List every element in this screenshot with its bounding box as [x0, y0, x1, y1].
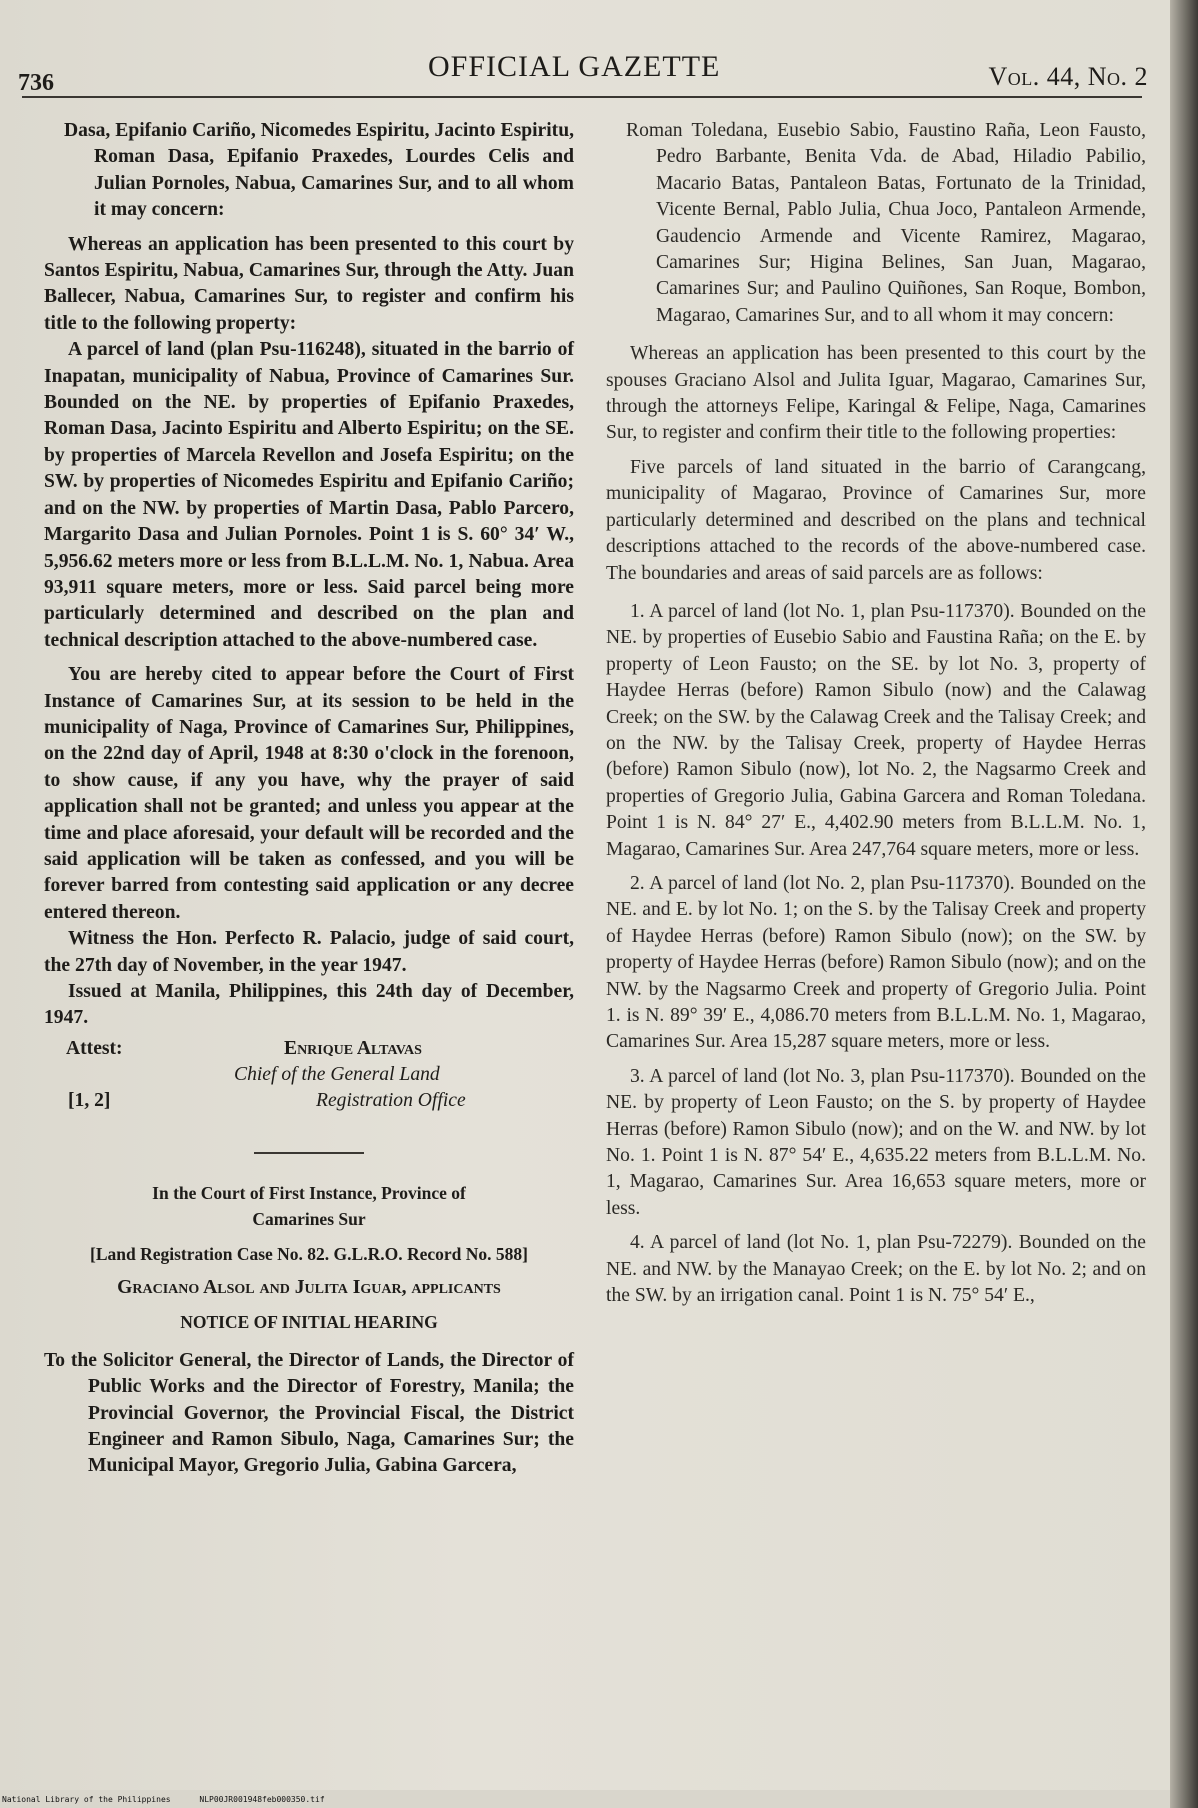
court-heading-line-2: Camarines Sur: [252, 1209, 366, 1230]
addressees-list: Roman Toledana, Eusebio Sabio, Faustino Raña, Leon Fausto, Pedro Barbante, Benita Vda. de Abad, Hiladio Pabilio, Macario Batas, Pantaleon Batas, Fortunato de la Trinidad, Vicente Bernal, Pablo Julia, Chua Joco, Pantaleon Armende, Gaudencio Armende and Vicente Ramirez, Magarao, Camarines Sur; Higina Belines, San Juan, Magarao, Camarines Sur; and Paulino Quiñones, San Roque, Bombon, Magarao, Camarines Sur, and to all whom it may concern:: [626, 120, 1146, 326]
scan-footer: [2, 1795, 349, 1804]
page-binding-edge: [1170, 0, 1198, 1808]
issued-paragraph: Issued at Manila, Philippines, this 24th day of December, 1947.: [44, 981, 574, 1029]
application-paragraph: Whereas an application has been presented to this court by Santos Espiritu, Nabua, Camarines Sur, through the Atty. Juan Ballecer, Nabua, Camarines Sur, to register and confirm his title to the following property:: [44, 233, 574, 334]
parcel-1: 1. A parcel of land (lot No. 1, plan Psu-117370). Bounded on the NE. by properties of Eusebio Sabio and Faustina Raña; on the E. by property of Leon Fausto; on the SE. by lot No. 3, property of Haydee Herras (before) Ramon Sibulo (now) and the Calawag Creek; on the SW. by the Calawag Creek and the Talisay Creek; and on the NW. by the Talisay Creek, property of Haydee Herras (before) Ramon Sibulo (now), lot No. 2, the Nagsarmo Creek and properties of Gregorio Julia, Gabina Garcera and Roman Toledana. Point 1 is N. 84° 27′ E., 4,402.90 meters from B.L.L.M. No. 1, Magarao, Camarines Sur. Area 247,764 square meters, more or less.: [606, 600, 1146, 860]
header-rule: [22, 96, 1142, 98]
signer-name: Enrique Altavas: [284, 1037, 422, 1059]
parcel-4: 4. A parcel of land (lot No. 1, plan Psu-72279). Bounded on the NE. and NW. by the Manayao Creek; on the E. by lot No. 2; and on the SW. by an irrigation canal. Point 1 is N. 75° 54′ E.,: [606, 1232, 1146, 1307]
section-divider: [254, 1152, 364, 1154]
scan-filename: NLP00JR001948feb000350.tif: [199, 1795, 325, 1804]
left-column: [44, 118, 574, 1480]
attest-label: Attest:: [66, 1037, 123, 1059]
gazette-title: OFFICIAL GAZETTE: [428, 50, 721, 83]
application-paragraph-2: Whereas an application has been presented to this court by the spouses Graciano Alsol and Julita Iguar, Magarao, Camarines Sur, through the attorneys Felipe, Karingal & Felipe, Naga, Camarines Sur, to register and confirm their title to the following properties:: [606, 343, 1146, 444]
page-header: [18, 48, 1148, 98]
issue-reference: [1, 2]: [68, 1089, 111, 1111]
notice-address: To the Solicitor General, the Director of Lands, the Director of Public Works and the Director of Forestry, Manila; the Provincial Governor, the Provincial Fiscal, the District Engineer and Ramon Sibulo, Naga, Camarines Sur; the Municipal Mayor, Gregorio Julia, Gabina Garcera,: [44, 1349, 574, 1477]
library-credit: National Library of the Philippines: [2, 1795, 171, 1804]
signer-office: Registration Office: [316, 1089, 466, 1111]
citation-paragraph: You are hereby cited to appear before the Court of First Instance of Camarines Sur, at its session to be held in the municipality of Naga, Province of Camarines Sur, Philippines, on the 22nd day of April, 1948 at 8:30 o'clock in the forenoon, to show cause, if any you have, why the prayer of said application shall not be granted; and unless you appear at the time and place aforesaid, your default will be recorded and the said application will be taken as confessed, and you will be forever barred from contesting said application or any decree entered thereon.: [44, 664, 574, 923]
parcel-3: 3. A parcel of land (lot No. 3, plan Psu-117370). Bounded on the NE. by property of Leon Fausto; on the S. by property of Haydee Herras (before) Ramon Sibulo (now); and on the W. and NW. by lot No. 1. Point 1 is N. 87° 54′ E., 4,635.22 meters from B.L.L.M. No. 1, Magarao, Camarines Sur. Area 16,653 square meters, more or less.: [606, 1065, 1146, 1219]
parcels-intro: Five parcels of land situated in the barrio of Carangcang, municipality of Magarao, Province of Camarines Sur, more particularly determined and described on the plans and technical descriptions attached to the records of the above-numbered case. The boundaries and areas of said parcels are as follows:: [606, 456, 1146, 584]
case-number-line: [Land Registration Case No. 82. G.L.R.O. Record No. 588]: [90, 1243, 528, 1264]
court-heading-line-1: In the Court of First Instance, Province of: [152, 1182, 466, 1203]
volume-number: Vol. 44, No. 2: [988, 62, 1148, 91]
parcel-description: A parcel of land (plan Psu-116248), situated in the barrio of Inapatan, municipality of Nabua, Province of Camarines Sur. Bounded on the NE. by properties of Epifanio Praxedes, Roman Dasa, Jacinto Espiritu and Alberto Espiritu; on the SE. by properties of Marcela Revellon and Josefa Espiritu; on the SW. by properties of Nicomedes Espiritu and Epifanio Cariño; and on the NW. by properties of Martin Dasa, Pablo Parcero, Margarito Dasa and Julian Pornoles. Point 1 is S. 60° 34′ W., 5,956.62 meters more or less from B.L.L.M. No. 1, Nabua. Area 93,911 square meters, more or less. Said parcel being more particularly determined and described on the plan and technical description attached to the above-numbered case.: [44, 339, 574, 651]
applicants-line: Graciano Alsol and Julita Iguar, applicants: [117, 1277, 501, 1299]
attestation: [44, 1036, 574, 1116]
signer-title: Chief of the General Land: [234, 1063, 440, 1085]
witness-paragraph: Witness the Hon. Perfecto R. Palacio, judge of said court, the 27th day of November, in the year 1947.: [44, 928, 574, 976]
addressees-continued: Dasa, Epifanio Cariño, Nicomedes Espiritu, Jacinto Espiritu, Roman Dasa, Epifanio Praxedes, Lourdes Celis and Julian Pornoles, Nabua, Camarines Sur, and to all whom it may concern:: [64, 120, 574, 221]
right-column: [606, 118, 1146, 1309]
parcel-2: 2. A parcel of land (lot No. 2, plan Psu-117370). Bounded on the NE. and E. by lot No. 1; on the S. by the Talisay Creek and property of Haydee Herras (before) Ramon Sibulo (now); on the SW. by property of Haydee Herras (before) Ramon Sibulo (now); and on the NW. by the Nagsarmo Creek and property of Gregorio Julia. Point 1. is N. 89° 39′ E., 4,086.70 meters from B.L.L.M. No. 1, Magarao, Camarines Sur. Area 15,287 square meters, more or less.: [606, 872, 1146, 1053]
page-number: 736: [18, 70, 54, 96]
notice-title: NOTICE OF INITIAL HEARING: [180, 1312, 438, 1333]
